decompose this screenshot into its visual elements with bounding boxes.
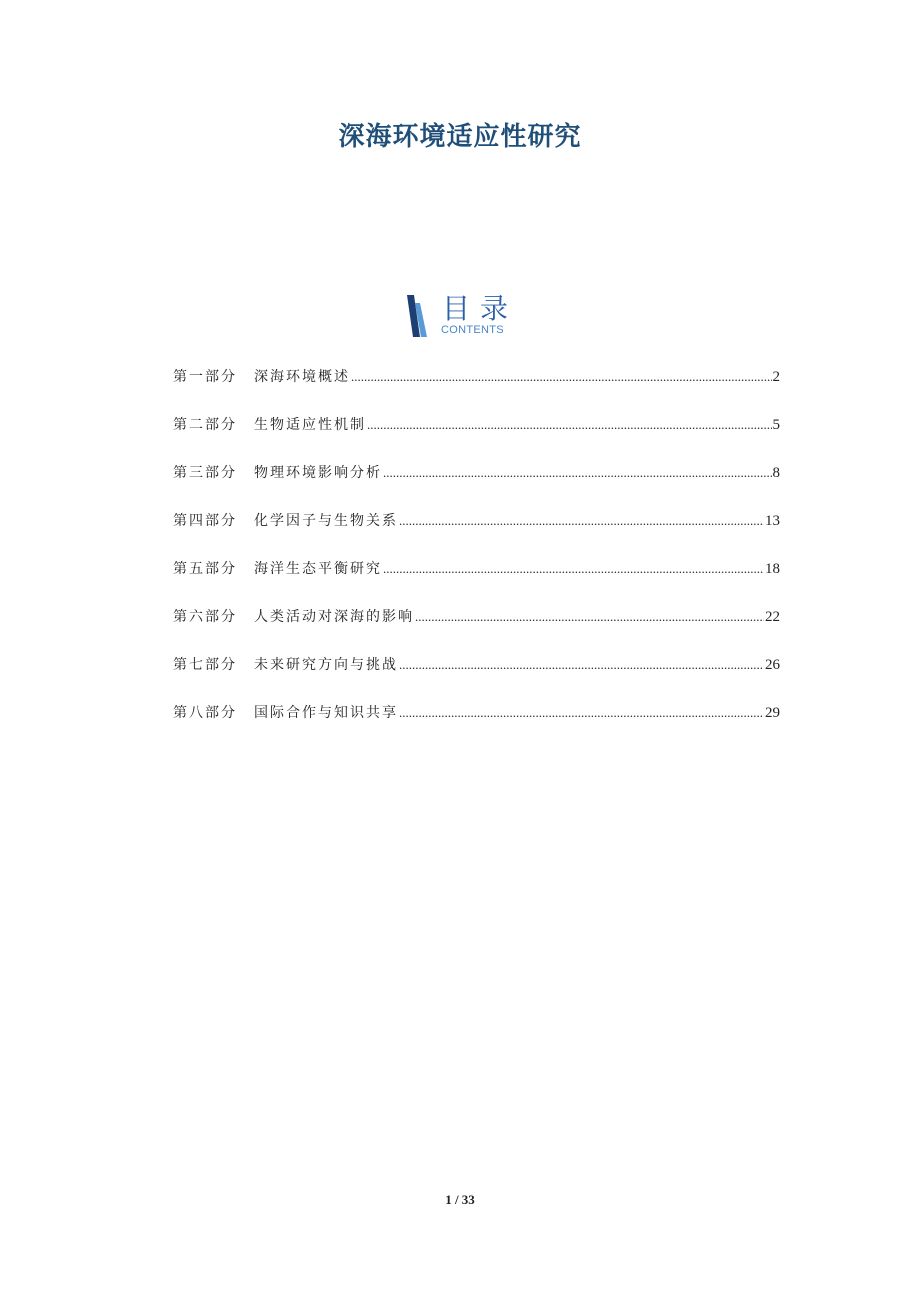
toc-entry-title: 深海环境概述 — [254, 369, 350, 385]
toc-entry-page: 26 — [765, 657, 780, 673]
toc-entry-leader — [415, 605, 764, 629]
toc-entry-part: 第五部分 — [173, 561, 237, 577]
toc-entry-part: 第六部分 — [173, 609, 237, 625]
toc-entry[interactable] — [173, 509, 780, 557]
document-title: 深海环境适应性研究 — [338, 122, 582, 152]
toc-entry-page: 22 — [765, 609, 780, 625]
toc-entry-part: 第八部分 — [173, 705, 237, 721]
toc-entry-leader — [399, 509, 764, 533]
toc-entry-title: 化学因子与生物关系 — [254, 513, 398, 529]
toc-entry-title: 海洋生态平衡研究 — [254, 561, 382, 577]
toc-entry-part: 第七部分 — [173, 657, 237, 673]
toc-entry-page: 13 — [765, 513, 780, 529]
toc-heading-sub: CONTENTS — [441, 324, 504, 336]
toc-entry[interactable] — [173, 557, 780, 605]
toc-entry-title: 生物适应性机制 — [254, 417, 366, 433]
toc-entry-leader — [383, 557, 764, 581]
toc-entry-title: 人类活动对深海的影响 — [254, 609, 414, 625]
toc-entry-title: 未来研究方向与挑战 — [254, 657, 398, 673]
toc-entry-page: 8 — [772, 465, 780, 481]
toc-entry[interactable] — [173, 365, 780, 413]
page-number: 1 / 33 — [445, 1192, 475, 1207]
toc-entry-leader — [399, 653, 764, 677]
toc-heading — [405, 293, 525, 341]
toc-entry[interactable] — [173, 701, 780, 749]
toc-entry-leader — [399, 701, 764, 725]
table-of-contents — [173, 365, 780, 749]
toc-entry-leader — [367, 413, 772, 437]
toc-entry-part: 第二部分 — [173, 417, 237, 433]
toc-entry-leader — [351, 365, 772, 389]
toc-entry[interactable] — [173, 605, 780, 653]
toc-heading-main: 目录 — [442, 292, 519, 325]
toc-entry[interactable] — [173, 653, 780, 701]
toc-entry-part: 第一部分 — [173, 369, 237, 385]
toc-entry-title: 国际合作与知识共享 — [254, 705, 398, 721]
toc-entry-leader — [383, 461, 772, 485]
toc-entry-title: 物理环境影响分析 — [254, 465, 382, 481]
toc-entry-page: 29 — [765, 705, 780, 721]
toc-entry-part: 第三部分 — [173, 465, 237, 481]
toc-entry-page: 18 — [765, 561, 780, 577]
contents-logo-icon — [405, 293, 433, 339]
toc-entry-page: 5 — [772, 417, 780, 433]
toc-entry[interactable] — [173, 461, 780, 509]
toc-entry-part: 第四部分 — [173, 513, 237, 529]
toc-entry-page: 2 — [772, 369, 780, 385]
toc-entry[interactable] — [173, 413, 780, 461]
